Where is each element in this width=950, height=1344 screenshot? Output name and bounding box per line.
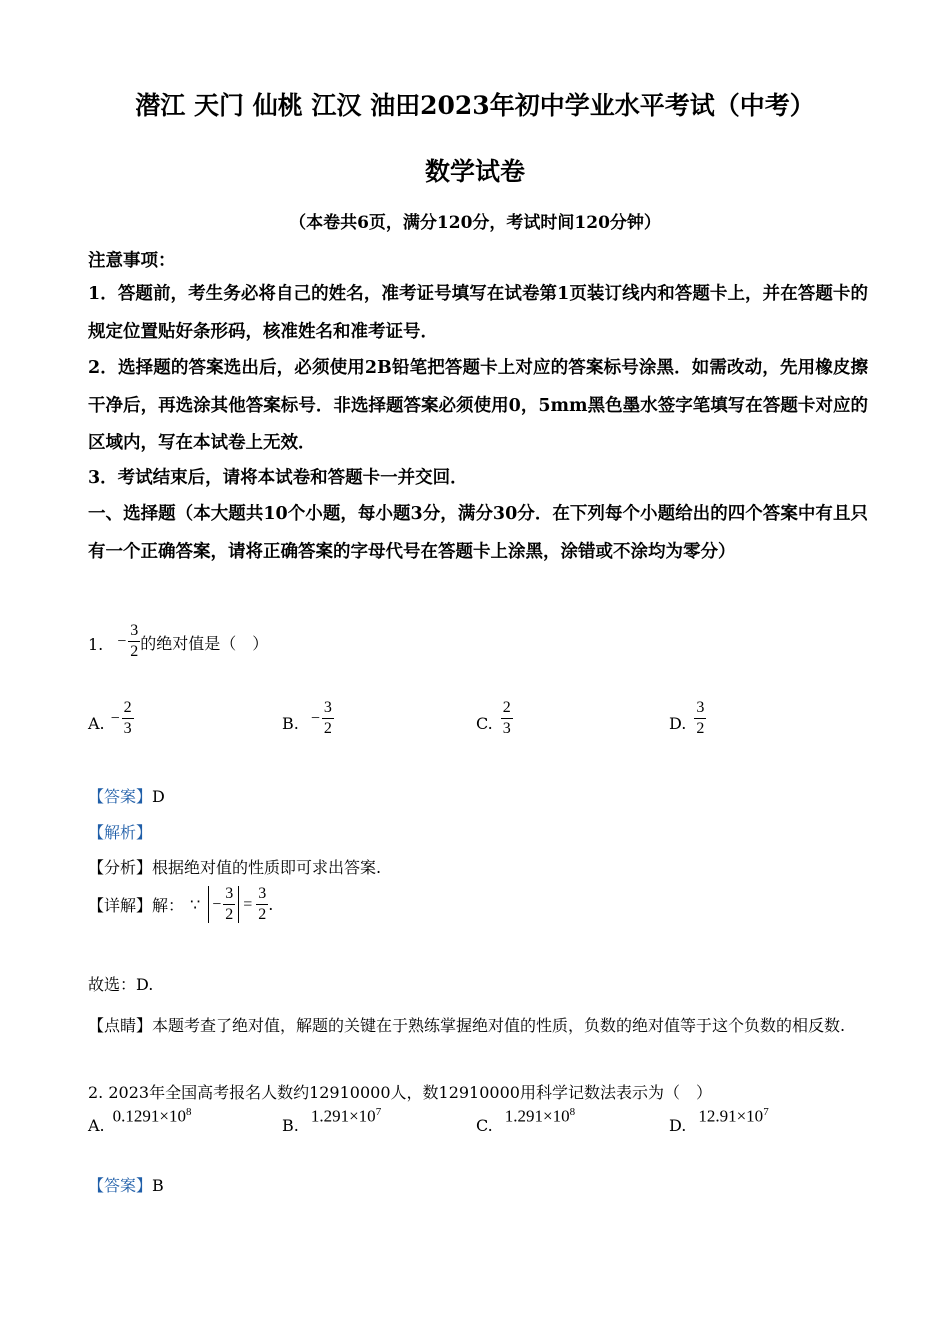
question-1-analysis-tag: 【解析】 [88,823,153,842]
question-1-answer: 【答案】D [88,787,165,806]
question-1-option-b: B. − $\frac{3}{2}$ [282,699,332,737]
exam-info: （本卷共6页，满分120分，考试时间120分钟） [289,213,661,233]
question-1-option-d: D. $\frac{3}{2}$ [669,699,705,737]
question-1-detail: 【详解】 解： ∵ − $\frac{3}{2}$ = $\frac{3}{2}$ . [88,885,274,923]
question-2-option-a: A. $0.1291\times 10^8$ [88,1106,192,1135]
question-2-option-b: B. $1.291\times 10^7$ [282,1106,382,1135]
question-1-option-c: C. $\frac{2}{3}$ [476,699,511,737]
question-2-stem: 2. 2023年全国高考报名人数约12910000人，数12910000用科学记数法表示为（ ） [88,1083,712,1102]
question-1-option-a: A. − $\frac{2}{3}$ [88,699,132,737]
question-2-option-d: D. $12.91\times 10^7$ [669,1106,769,1135]
question-1-text: 的绝对值是（ ） [140,634,269,653]
question-1-conclusion: 故选：D. [88,975,154,994]
notice-item-2: 2．选择题的答案选出后，必须使用2B铅笔把答题卡上对应的答案标号涂黑．如需改动，先用橡皮擦干净后，再选涂其他答案标号．非选择题答案必须使用0，5mm黑色墨水签字笔填写在答题卡对应的区域内，写在本试卷上无效． [88,358,868,453]
exam-title: 潜江 天门 仙桃 江汉 油田2023年初中学业水平考试（中考） [135,91,815,120]
question-1-number: 1. [88,635,104,654]
section-1-heading: 一、选择题（本大题共10个小题，每小题3分，满分30分．在下列每个小题给出的四个答案中有且只有一个正确答案，请将正确答案的字母代号在答题卡上涂黑，涂错或不涂均为零分） [88,504,868,562]
question-1-minus: − [117,632,127,650]
absolute-value-bars: − $\frac{3}{2}$ [208,886,239,923]
question-1-numerator: 3 [128,623,140,642]
question-1-fenxi: 【分析】根据绝对值的性质即可求出答案. [88,858,382,877]
question-2-answer: 【答案】B [88,1176,164,1195]
question-1-stem [88,623,268,660]
notice-item-3: 3．考试结束后，请将本试卷和答题卡一并交回． [88,468,468,488]
notice-item-1: 1．答题前，考生务必将自己的姓名，准考证号填写在试卷第1页装订线内和答题卡上，并在答题卡的规定位置贴好条形码，核准姓名和准考证号． [88,284,868,342]
question-1-denominator: 2 [130,643,139,660]
question-1-fraction [128,623,140,660]
notice-heading: 注意事项： [88,251,176,271]
question-2-option-c: C. $1.291\times 10^8$ [476,1106,576,1135]
exam-subtitle: 数学试卷 [424,157,525,186]
question-1-comment: 【点睛】本题考查了绝对值，解题的关键在于熟练掌握绝对值的性质，负数的绝对值等于这个负数的相反数. [88,1016,846,1035]
